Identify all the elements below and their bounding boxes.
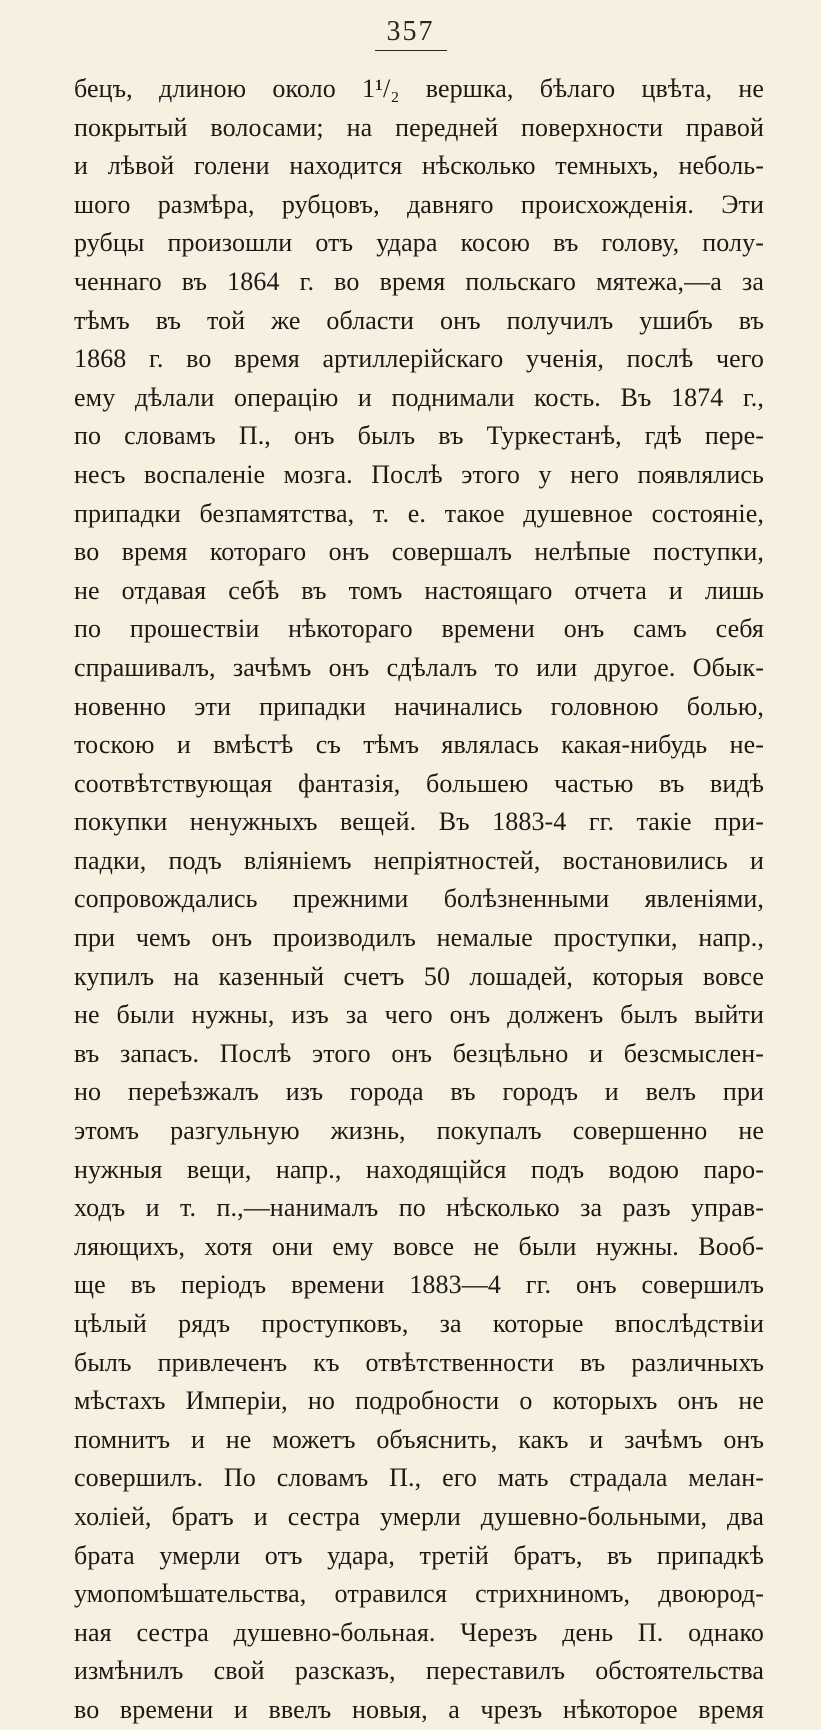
text-line: былъ привлеченъ къ отвѣтственности въ различныхъ [74, 1347, 764, 1377]
page-number [0, 16, 821, 51]
text-line: падки, подъ вліяніемъ непріятностей, востановились и [74, 845, 764, 875]
text-line: но переѣзжалъ изъ города въ городъ и велъ при [74, 1077, 764, 1107]
text-line: бецъ, длиною около 1¹/₂ вершка, бѣлаго цвѣта, не [74, 74, 764, 103]
text-line: совершилъ. По словамъ П., его мать страдала мелан- [74, 1463, 764, 1493]
text-line: тоскою и вмѣстѣ съ тѣмъ являлась какая-нибудь не- [74, 730, 764, 760]
text-line: покрытый волосами; на передней поверхности правой [74, 112, 764, 142]
text-line: во времени и ввелъ новыя, а чрезъ нѣкоторое время [74, 1694, 764, 1724]
text-line: цѣлый рядъ проступковъ, за которые впослѣдствіи [74, 1309, 764, 1338]
text-line: ходъ и т. п.,—нанималъ по нѣсколько за разъ управ- [74, 1193, 764, 1223]
text-line: при чемъ онъ производилъ немалые проступки, напр., [74, 923, 764, 953]
text-line: помнитъ и не можетъ объяснить, какъ и зачѣмъ онъ [74, 1424, 764, 1454]
text-line: брата умерли отъ удара, третій братъ, въ припадкѣ [74, 1540, 764, 1570]
text-line: купилъ на казенный счетъ 50 лошадей, которыя вовсе [74, 961, 764, 991]
text-line: холіей, братъ и сестра умерли душевно-больными, два [74, 1501, 764, 1531]
text-line: по прошествіи нѣкотораго времени онъ самъ себя [74, 614, 764, 644]
text-line: ему дѣлали операцію и поднимали кость. Въ 1874 г., [74, 382, 764, 412]
text-line: ляющихъ, хотя они ему вовсе не были нужны. Вооб- [74, 1231, 764, 1261]
text-line: нужныя вещи, напр., находящійся подъ водою паро- [74, 1154, 764, 1184]
text-line: 1868 г. во время артиллерійскаго ученія, послѣ чего [74, 344, 764, 374]
text-line: мѣстахъ Имперіи, но подробности о которыхъ онъ не [74, 1386, 764, 1416]
text-line: соотвѣтствующая фантазія, большею частью въ видѣ [74, 768, 764, 798]
text-line: шого размѣра, рубцовъ, давняго происхожденія. Эти [74, 189, 764, 219]
text-line: ще въ періодъ времени 1883—4 гг. онъ совершилъ [74, 1270, 764, 1300]
text-line: спрашивалъ, зачѣмъ онъ сдѣлалъ то или другое. Обык- [74, 652, 764, 682]
text-line: и лѣвой голени находится нѣсколько темныхъ, неболь- [74, 151, 764, 181]
text-line: ченнаго въ 1864 г. во время польскаго мятежа,—а за [74, 266, 764, 296]
body-text [74, 70, 764, 1730]
text-line: тѣмъ въ той же области онъ получилъ ушибъ въ [74, 305, 764, 335]
text-line: не отдавая себѣ въ томъ настоящаго отчета и лишь [74, 575, 764, 605]
text-line: ная сестра душевно-больная. Черезъ день П. однако [74, 1617, 764, 1647]
text-line: рубцы произошли отъ удара косою въ голову, полу- [74, 228, 764, 258]
text-line: этомъ разгульную жизнь, покупалъ совершенно не [74, 1116, 764, 1146]
text-line: измѣнилъ свой разсказъ, переставилъ обстоятельства [74, 1656, 764, 1686]
text-line: не были нужны, изъ за чего онъ долженъ былъ выйти [74, 1000, 764, 1030]
text-line: въ запасъ. Послѣ этого онъ безцѣльно и безсмыслен- [74, 1038, 764, 1068]
text-line: новенно эти припадки начинались головною болью, [74, 691, 764, 721]
text-line: припадки безпамятства, т. е. такое душевное состояніе, [74, 498, 764, 528]
text-line: во время котораго онъ совершалъ нелѣпые поступки, [74, 537, 764, 567]
text-line: покупки ненужныхъ вещей. Въ 1883-4 гг. такіе при- [74, 807, 764, 837]
text-line: умопомѣшательства, отравился стрихниномъ, двоюрод- [74, 1579, 764, 1609]
text-line: по словамъ П., онъ былъ въ Туркестанѣ, гдѣ пере- [74, 421, 764, 451]
page-number-text: 357 [375, 16, 447, 51]
text-line: несъ воспаленіе мозга. Послѣ этого у него появлялись [74, 459, 764, 489]
text-line: сопровождались прежними болѣзненными явленіями, [74, 884, 764, 914]
